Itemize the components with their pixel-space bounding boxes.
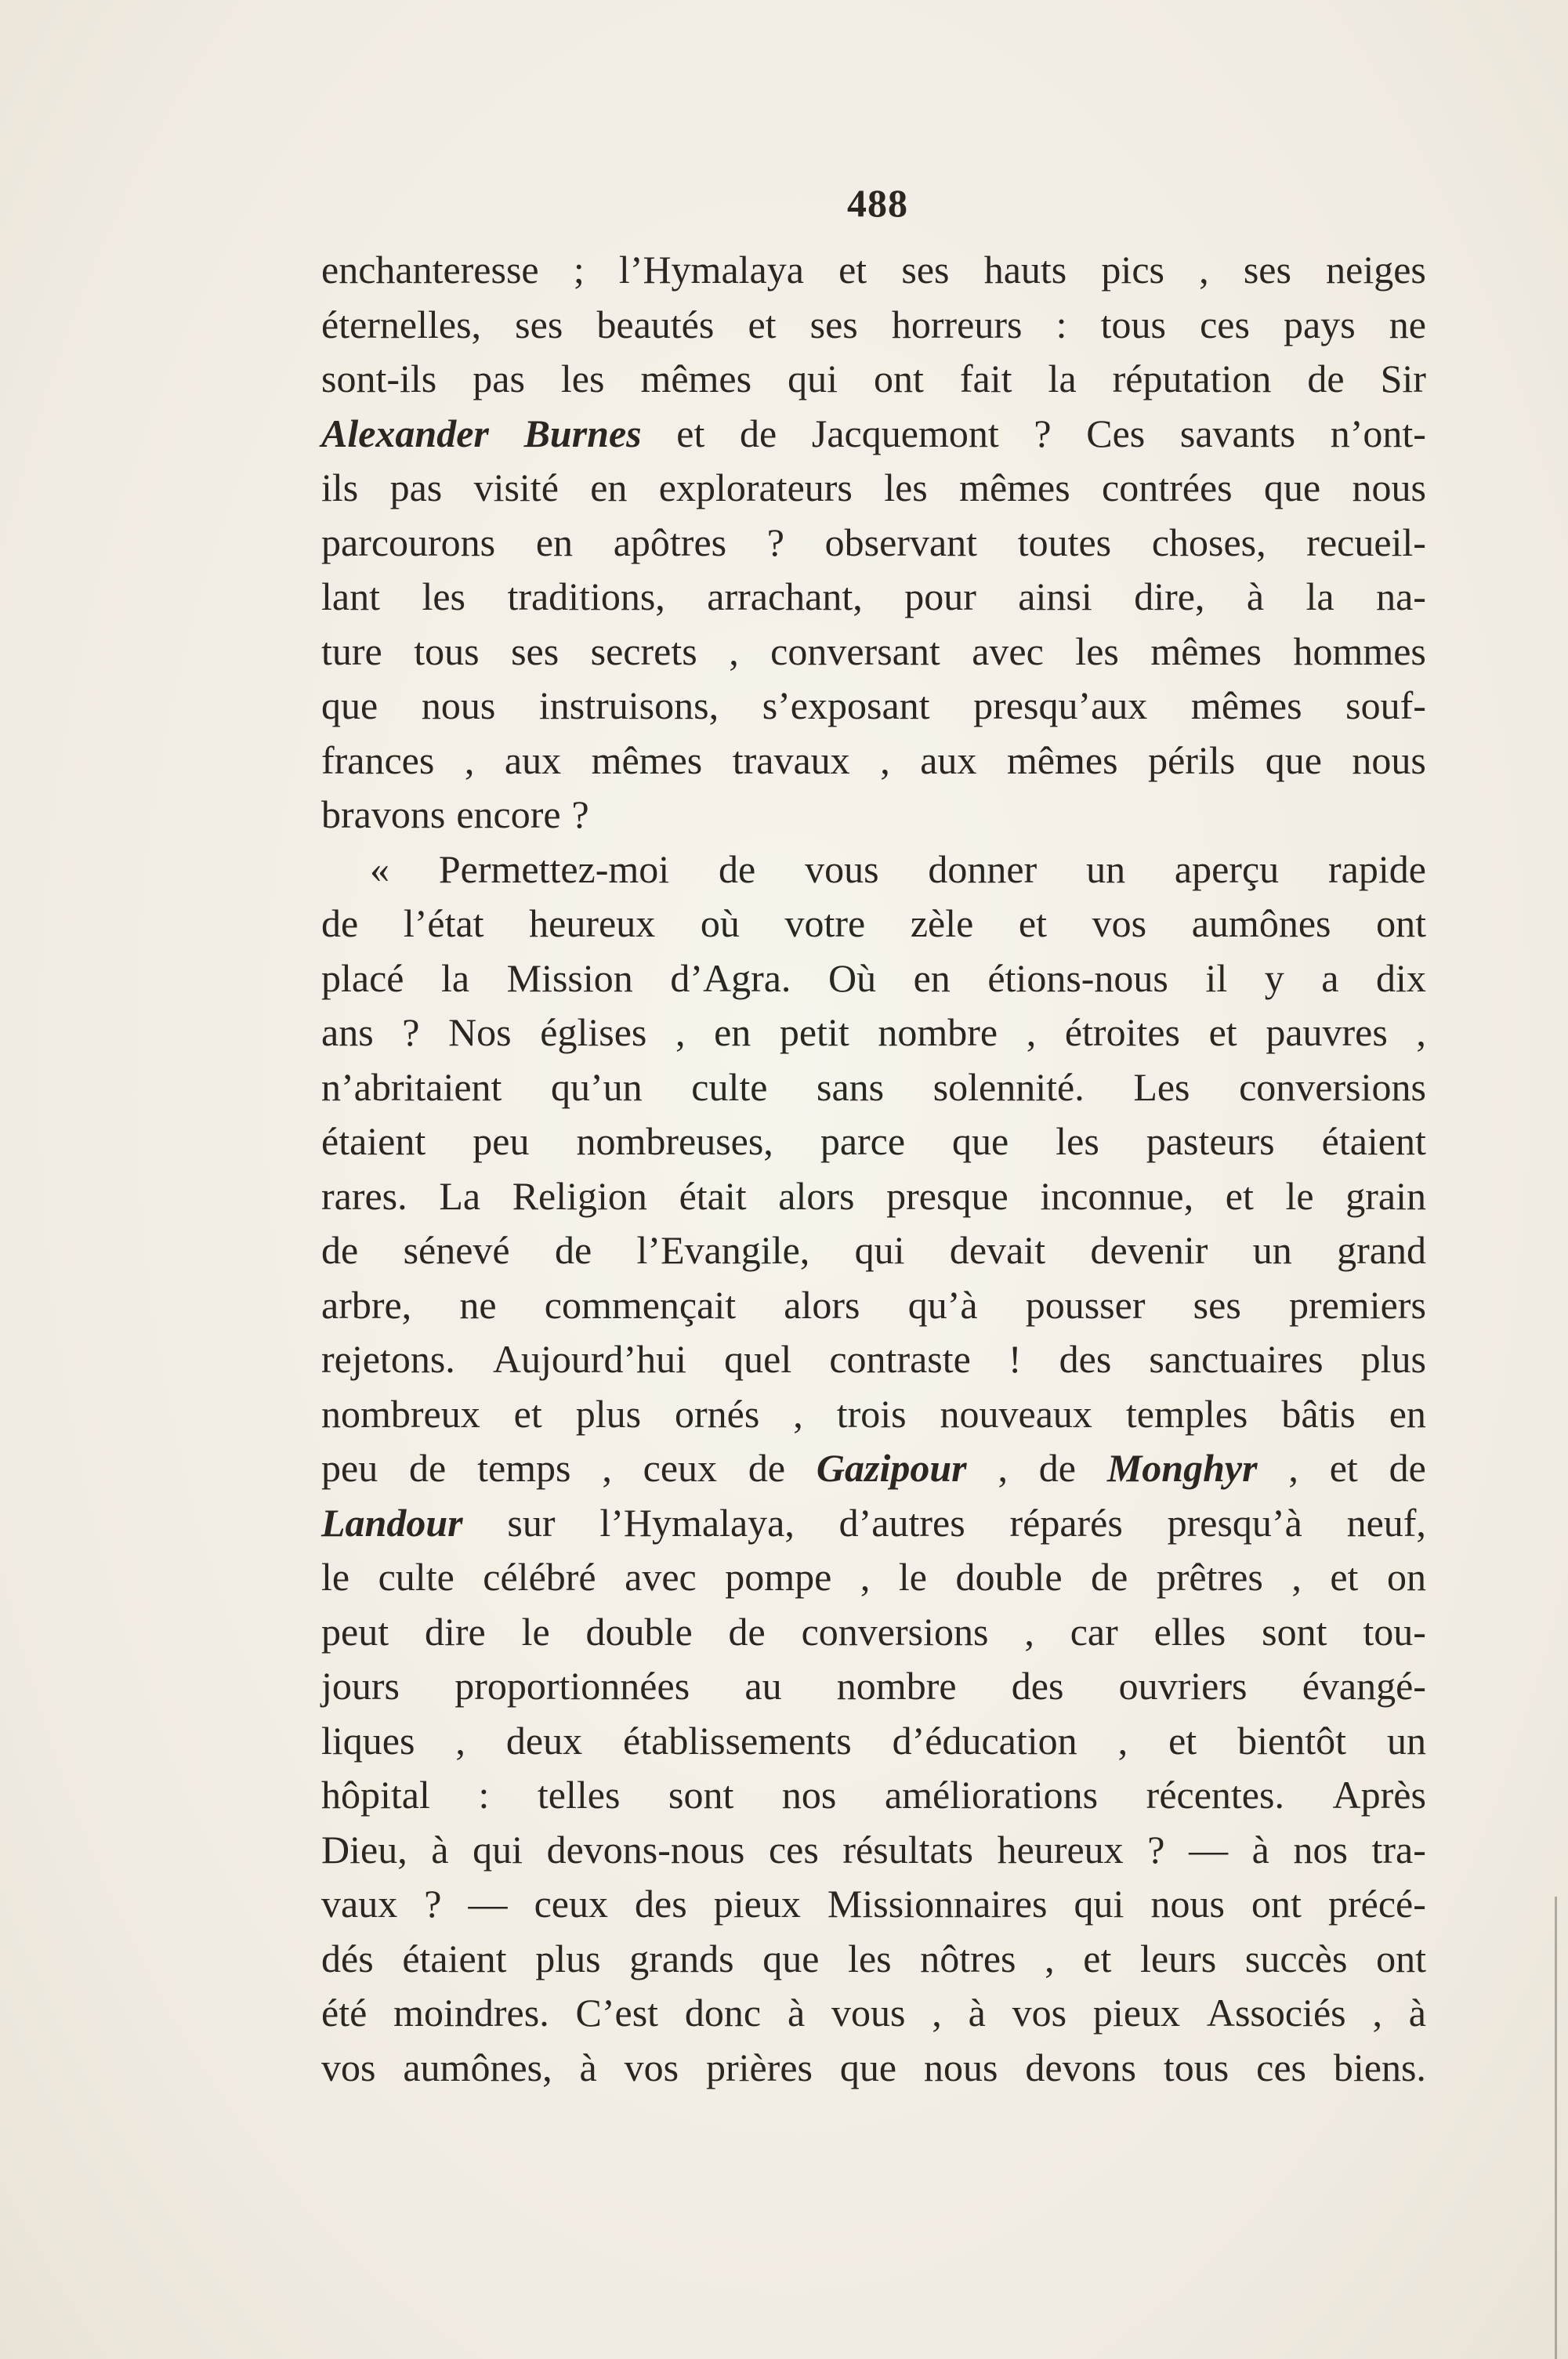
text-line: peu de temps , ceux de Gazipour , de Monghyr , et de bbox=[321, 1446, 1426, 1490]
text-line: jours proportionnées au nombre des ouvriers évangé- bbox=[321, 1664, 1426, 1708]
text-line: que nous instruisons, s’exposant presqu’aux mêmes souf- bbox=[321, 683, 1426, 727]
text-line: Alexander Burnes et de Jacquemont ? Ces savants n’ont- bbox=[321, 411, 1426, 455]
text-line: rejetons. Aujourd’hui quel contraste ! des sanctuaires plus bbox=[321, 1337, 1426, 1381]
text-line: ans ? Nos églises , en petit nombre , étroites et pauvres , bbox=[321, 1010, 1426, 1054]
text-line: sont-ils pas les mêmes qui ont fait la réputation de Sir bbox=[321, 357, 1426, 400]
text-line: ils pas visité en explorateurs les mêmes contrées que nous bbox=[321, 466, 1426, 509]
text-line: le culte célébré avec pompe , le double de prêtres , et on bbox=[321, 1555, 1426, 1599]
text-line: arbre, ne commençait alors qu’à pousser ses premiers bbox=[321, 1282, 1426, 1327]
text-line: éternelles, ses beautés et ses horreurs : tous ces pays ne bbox=[321, 302, 1426, 346]
text-line: étaient peu nombreuses, parce que les pasteurs étaient bbox=[321, 1119, 1426, 1163]
text-line: liques , deux établissements d’éducation , et bientôt un bbox=[321, 1718, 1426, 1763]
text-line: n’abritaient qu’un culte sans solennité. Les conversions bbox=[321, 1064, 1426, 1109]
text-line: ture tous ses secrets , conversant avec les mêmes hommes bbox=[321, 629, 1426, 673]
text-line: dés étaient plus grands que les nôtres , et leurs succès ont bbox=[321, 1936, 1426, 1980]
page-edge-shadow bbox=[1555, 1897, 1557, 2359]
body-text bbox=[321, 243, 1426, 2095]
text-line: placé la Mission d’Agra. Où en étions-nous il y a dix bbox=[321, 955, 1426, 1000]
text-line: Dieu, à qui devons-nous ces résultats heureux ? — à nos tra- bbox=[321, 1827, 1426, 1872]
text-line: été moindres. C’est donc à vous , à vos pieux Associés , à bbox=[321, 1991, 1426, 2035]
text-line: frances , aux mêmes travaux , aux mêmes périls que nous bbox=[321, 737, 1426, 782]
text-line: « Permettez-moi de vous donner un aperçu rapide bbox=[370, 846, 1426, 891]
text-line: peut dire le double de conversions , car elles sont tou- bbox=[321, 1609, 1426, 1654]
text-line: de l’état heureux où votre zèle et vos aumônes ont bbox=[321, 901, 1426, 945]
text-line: vos aumônes, à vos prières que nous devons tous ces biens. bbox=[321, 2045, 1426, 2089]
text-line: enchanteresse ; l’Hymalaya et ses hauts pics , ses neiges bbox=[321, 248, 1426, 292]
text-line: bravons encore ? bbox=[321, 792, 589, 836]
text-line: parcourons en apôtres ? observant toutes choses, recueil- bbox=[321, 520, 1426, 564]
text-line: lant les traditions, arrachant, pour ainsi dire, à la na- bbox=[321, 574, 1426, 618]
text-line: nombreux et plus ornés , trois nouveaux temples bâtis en bbox=[321, 1391, 1426, 1436]
text-line: Landour sur l’Hymalaya, d’autres réparés presqu’à neuf, bbox=[321, 1500, 1426, 1545]
text-line: rares. La Religion était alors presque inconnue, et le grain bbox=[321, 1173, 1426, 1218]
text-line: hôpital : telles sont nos améliorations récentes. Après bbox=[321, 1773, 1426, 1817]
text-line: de sénevé de l’Evangile, qui devait devenir un grand bbox=[321, 1228, 1426, 1272]
page-number: 488 bbox=[847, 181, 908, 225]
text-line: vaux ? — ceux des pieux Missionnaires qui nous ont précé- bbox=[321, 1882, 1426, 1926]
